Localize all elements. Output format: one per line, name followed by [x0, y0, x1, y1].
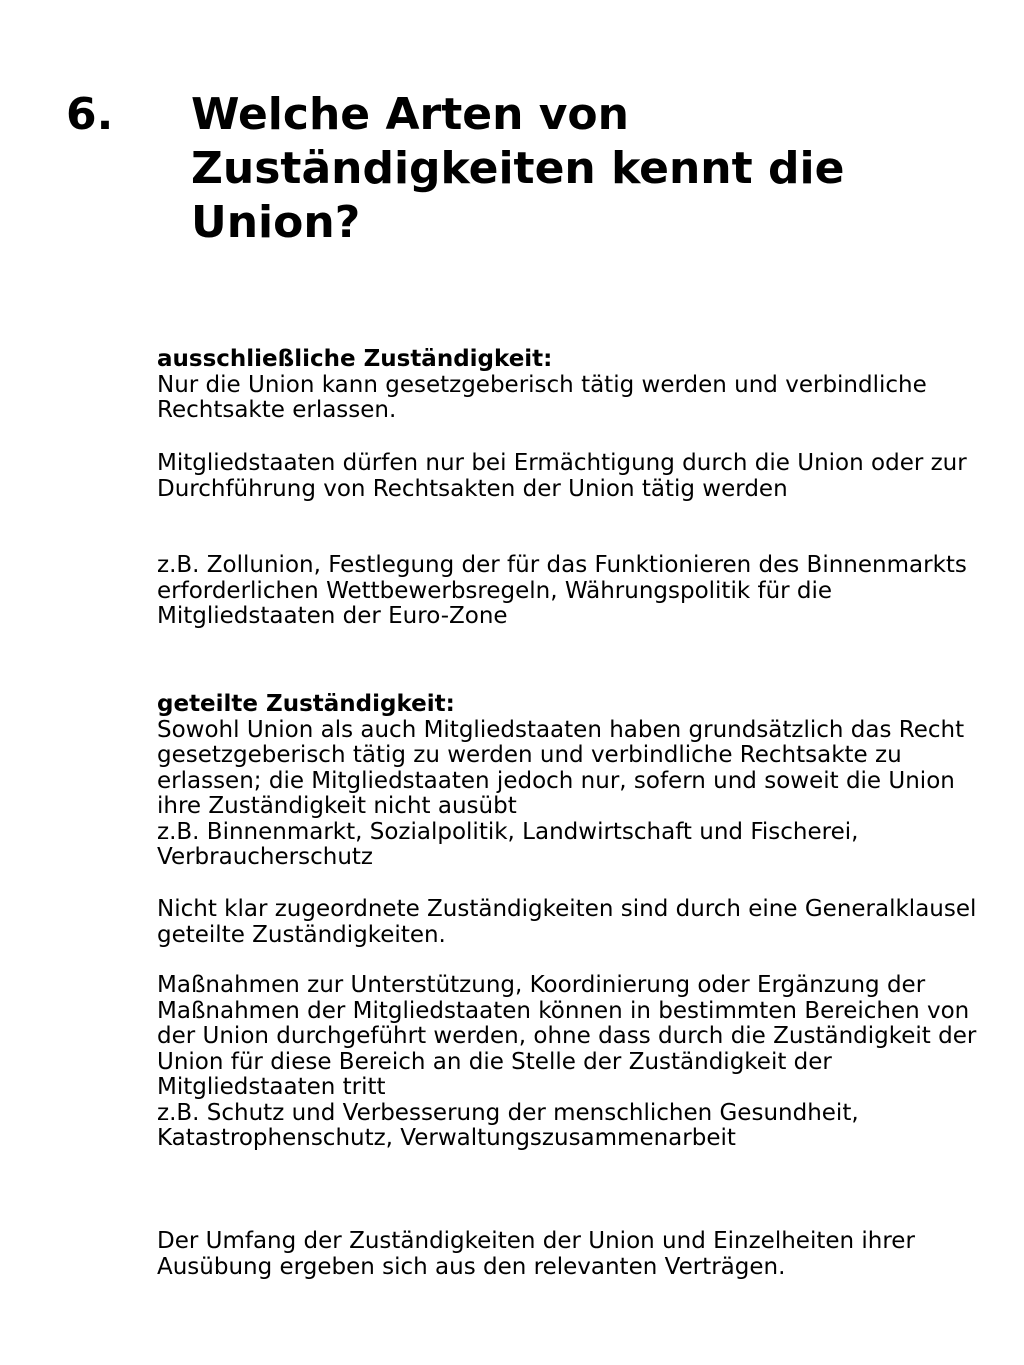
shared-paragraph-1: Sowohl Union als auch Mitgliedstaaten haben grundsätzlich das Recht gesetzgeberisch tätig zu werden und verbindliche Rechtsakte zu erlassen; die Mitgliedstaaten jedoch nur, sofern und soweit die Union ihre Zuständigkeit nicht ausübt — [157, 716, 965, 819]
shared-paragraph-3-example: z.B. Schutz und Verbesserung der menschlichen Gesundheit, Katastrophenschutz, Verwaltungszusammenarbeit — [157, 1099, 859, 1151]
heading-number: 6. — [66, 89, 114, 140]
exclusive-paragraph-2-block — [157, 451, 987, 502]
shared-competence-block — [157, 692, 987, 871]
heading-title: Welche Arten von Zuständigkeiten kennt die Union? — [191, 89, 845, 248]
shared-paragraph-1-example: z.B. Binnenmarkt, Sozialpolitik, Landwirtschaft und Fischerei, Verbraucherschutz — [157, 818, 859, 870]
shared-paragraph-2-block — [157, 897, 987, 948]
exclusive-example: z.B. Zollunion, Festlegung der für das Funktionieren des Binnenmarkts erforderlichen Wettbewerbsregeln, Währungspolitik für die Mitgliedstaaten der Euro-Zone — [157, 552, 967, 629]
exclusive-competence-label: ausschließliche Zuständigkeit: — [157, 346, 553, 372]
exclusive-paragraph-1: Nur die Union kann gesetzgeberisch tätig werden und verbindliche Rechtsakte erlassen. — [157, 371, 927, 423]
exclusive-competence-block — [157, 347, 987, 424]
exclusive-example-block — [157, 553, 987, 630]
shared-competence-label: geteilte Zuständigkeit: — [157, 691, 455, 717]
shared-paragraph-2: Nicht klar zugeordnete Zuständigkeiten sind durch eine Generalklausel geteilte Zuständigkeiten. — [157, 896, 977, 948]
shared-paragraph-3: Maßnahmen zur Unterstützung, Koordinierung oder Ergänzung der Maßnahmen der Mitgliedstaaten können in bestimmten Bereichen von der Union durchgeführt werden, ohne dass durch die Zuständigkeit der Union für diese Bereich an die Stelle der Zuständigkeit der Mitgliedstaaten tritt — [157, 972, 977, 1100]
shared-paragraph-3-block — [157, 973, 987, 1152]
shared-paragraph-4: Der Umfang der Zuständigkeiten der Union und Einzelheiten ihrer Ausübung ergeben sich aus den relevanten Verträgen. — [157, 1228, 915, 1280]
exclusive-paragraph-2: Mitgliedstaaten dürfen nur bei Ermächtigung durch die Union oder zur Durchführung von Rechtsakten der Union tätig werden — [157, 450, 967, 502]
shared-paragraph-4-block — [157, 1229, 987, 1280]
